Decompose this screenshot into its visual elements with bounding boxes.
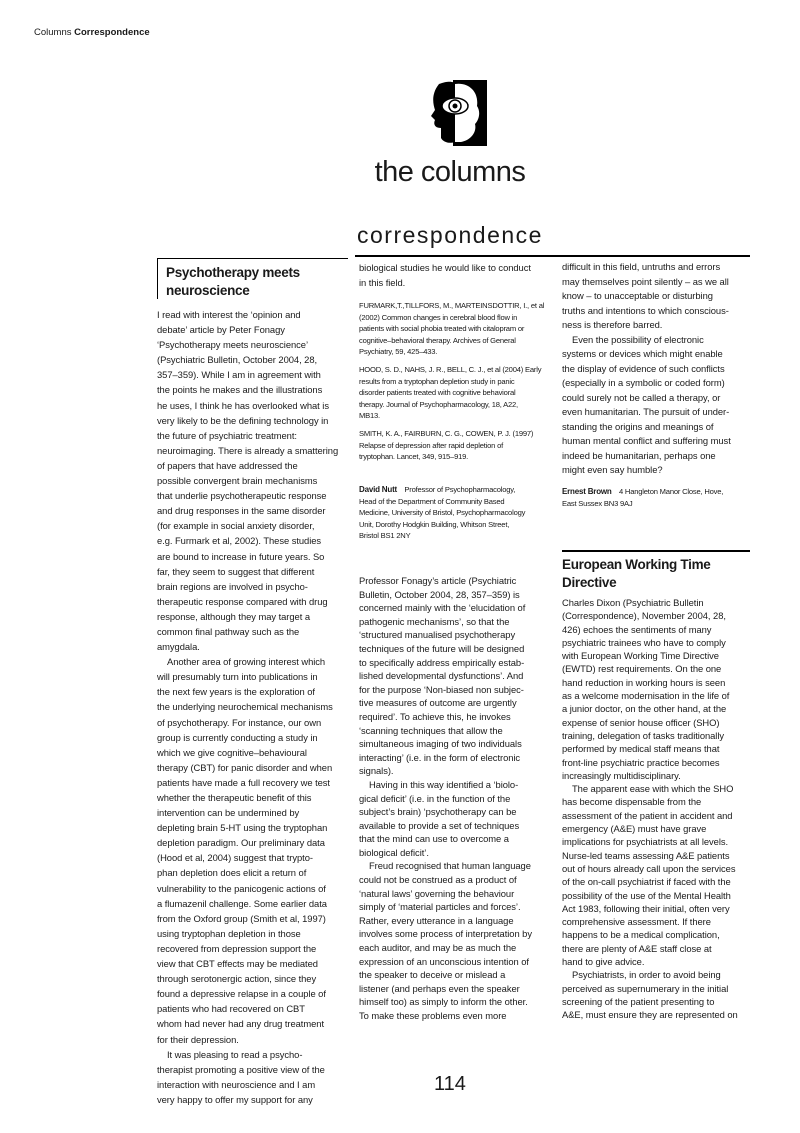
author-signature — [562, 486, 757, 509]
text-line: pathogenic mechanisms’, so that the — [359, 615, 510, 627]
masthead-title: the columns — [374, 156, 526, 188]
reference-item — [359, 428, 554, 463]
text-line: (Psychiatric Bulletin, October 2004, 28, — [157, 354, 318, 366]
text-line: a junior doctor, on the other hand, at the — [562, 703, 727, 715]
article-divider — [562, 550, 750, 552]
text-line: 4 Hangleton Manor Close, Hove, — [611, 487, 724, 496]
text-line: (Hood et al, 2004) suggest that trypto- — [157, 852, 313, 864]
text-line: biological studies he would like to conduct — [359, 262, 531, 273]
text-line: SMITH, K. A., FAIRBURN, C. G., COWEN, P. J. (1997) — [359, 428, 534, 438]
text-line: Professor Fonagy’s article (Psychiatric — [359, 575, 517, 586]
text-line: through serotonergic action, since they — [157, 973, 317, 985]
text-line: far, they seem to suggest that different — [157, 565, 315, 577]
text-line: the underlying neurochemical mechanisms — [157, 701, 333, 713]
text-line: Psychiatry, 59, 425–433. — [359, 347, 438, 357]
text-line: vulnerability to the panicogenic actions of — [157, 882, 326, 894]
text-line: which we give cognitive–behavioural — [157, 746, 307, 758]
text-line: Unit, Dorothy Hodgkin Building, Whitson Street, — [359, 519, 510, 529]
text-line: group is currently conducting a study in — [157, 731, 318, 743]
text-line: a flumazenil challenge. Some earlier data — [157, 897, 327, 909]
text-line: indeed be humanitarian, perhaps one — [562, 449, 716, 461]
text-line: difficult in this field, untruths and errors — [562, 261, 721, 272]
text-line: depleting brain 5-HT using the tryptophan — [157, 822, 328, 834]
header-rule — [355, 255, 750, 257]
text-line: standing the origins and meanings of — [562, 420, 714, 432]
running-head-topic: Correspondence — [74, 27, 150, 38]
text-line: It was pleasing to read a psycho- — [167, 1048, 303, 1060]
text-line: whom had never had any drug treatment — [157, 1018, 325, 1030]
text-line: out of hours already call upon the services — [562, 862, 736, 874]
text-line: subject’s brain) ‘psychotherapy can be — [359, 806, 517, 818]
text-line: lished developmental dysfunctions’. And — [359, 670, 524, 682]
reference-item — [359, 364, 554, 422]
text-line: (for example in social anxiety disorder, — [157, 520, 315, 532]
text-line: therapeutic response compared with drug — [157, 595, 328, 607]
text-line: Bulletin, October 2004, 28, 357–359) is — [359, 588, 520, 600]
text-line: ‘natural laws’ governing the behaviour — [359, 887, 515, 899]
article-body — [359, 574, 554, 1023]
text-line: in this field. — [359, 277, 406, 289]
text-line: Head of the Department of Community Based — [359, 496, 505, 506]
text-line: might even say humble? — [562, 464, 663, 475]
text-line: and drug responses in the same disorder — [157, 505, 326, 517]
text-line: the speaker to deceive or mislead a — [359, 969, 506, 981]
text-line: training, delegation of tasks traditionally — [562, 729, 725, 741]
text-line: Relapse of depression after rapid depletion of — [359, 440, 504, 450]
text-line: the future of psychiatric treatment: — [157, 429, 297, 441]
text-line: view that CBT effects may be mediated — [157, 958, 318, 970]
text-line: (EWTD) rest requirements. On the one — [562, 663, 722, 675]
reference-list — [359, 300, 554, 469]
text-line: will presumably turn into publications in — [157, 671, 318, 683]
text-line: response, although they may target a — [157, 610, 310, 622]
text-line: has become dispensable from the — [562, 796, 702, 808]
text-line: that the mind can use to overcome a — [359, 833, 509, 845]
text-line: patients have made a full recovery we test — [157, 776, 330, 788]
author-affiliation — [359, 496, 554, 542]
text-line: using tryptophan depletion in those — [157, 927, 301, 939]
text-line: gical deficit’ (i.e. in the function of the — [359, 792, 511, 804]
text-line: ‘Psychotherapy meets neuroscience’ — [157, 339, 308, 351]
text-line: I read with interest the ‘opinion and — [157, 309, 301, 320]
text-line: tryptophan. Lancet, 349, 915–919. — [359, 452, 469, 462]
text-line: neuroimaging. There is already a smattering — [157, 444, 339, 456]
text-line: signals). — [359, 765, 394, 777]
text-line: amygdala. — [157, 641, 200, 653]
article-heading-psychotherapy: Psychotherapy meets neuroscience — [166, 265, 300, 298]
text-line: himself too) as simply to inform the other. — [359, 996, 528, 1008]
article-body — [359, 260, 554, 290]
text-line: for the purpose ‘Non-biased non subjec- — [359, 683, 524, 695]
text-line: whether the therapeutic benefit of this — [157, 792, 312, 803]
text-line: could surely not be called a therapy, or — [562, 391, 721, 403]
text-line: found a depressive relapse in a couple of — [157, 988, 326, 1000]
article-body — [157, 307, 352, 1107]
text-line: 357–359). While I am in agreement with — [157, 369, 321, 381]
text-line: Act 1983, following their initial, often very — [562, 902, 730, 914]
reference-item — [359, 300, 554, 358]
author-name: Ernest Brown — [562, 487, 612, 496]
text-line: of psychotherapy. For instance, our own — [157, 716, 322, 728]
text-line: intervention can be undermined by — [157, 807, 300, 819]
text-line: simply of ‘material particles and forces’. — [359, 901, 521, 913]
text-line: interacting’ (i.e. in the form of electronic — [359, 751, 521, 763]
text-line: available to provide a set of techniques — [359, 819, 520, 831]
text-line: patients who had recovered on CBT — [157, 1003, 305, 1015]
text-line: Another area of growing interest which — [167, 656, 326, 668]
text-line: front-line psychiatric practice becomes — [562, 756, 720, 768]
text-line: may themselves point silently – as we all — [562, 275, 729, 287]
text-line: Medicine, University of Bristol, Psychopharmacology — [359, 508, 526, 518]
text-line: debate’ article by Peter Fonagy — [157, 324, 285, 336]
text-line: therapist promoting a positive view of the — [157, 1063, 325, 1075]
text-line: biological deficit’. — [359, 846, 429, 858]
text-line: interaction with neuroscience and I am — [157, 1078, 316, 1090]
text-line: ‘scanning techniques that allow the — [359, 724, 503, 736]
text-line: simultaneous imaging of two individuals — [359, 738, 522, 750]
text-line: very happy to offer my support for any — [157, 1093, 313, 1105]
text-line: Having in this way identified a ‘biolo- — [369, 778, 519, 790]
text-line: Nurse-led teams assessing A&E patients — [562, 849, 730, 861]
text-line: To make these problems even more — [359, 1010, 507, 1021]
text-line: tive measures of outcome are urgently — [359, 697, 517, 709]
author-name: David Nutt — [359, 485, 398, 494]
text-line: from the Oxford group (Smith et al, 1997) — [157, 912, 326, 924]
text-line: hand to give advice. — [562, 956, 645, 968]
text-line: to specifically address empirically estab- — [359, 656, 525, 668]
text-line: therapy. Journal of Psychopharmacology, 18, A22, — [359, 399, 518, 409]
text-line: East Sussex BN3 9AJ — [562, 498, 633, 508]
text-line: (especially in a symbolic or coded form) — [562, 377, 725, 388]
text-line: could not be construed as a product of — [359, 874, 517, 886]
article-heading-ewtd: European Working Time Directive — [562, 557, 711, 590]
author-affiliation — [562, 498, 757, 510]
text-line: the display of evidence of such conflicts — [562, 362, 725, 374]
text-line: the points he makes and the illustrations — [157, 384, 323, 396]
text-line: possibility of the use of the Mental Health — [562, 889, 731, 901]
text-line: screening of the patient presenting to — [562, 995, 715, 1007]
text-line: truths and intentions to which conscious- — [562, 304, 729, 316]
text-line: very likely to be the defining technology in — [157, 414, 329, 426]
text-line: as a welcome modernisation in the life of — [562, 690, 730, 702]
text-line: (Correspondence), November 2004, 28, — [562, 610, 726, 622]
article-body — [562, 260, 757, 478]
text-line: expense of senior house officer (SHO) — [562, 716, 720, 728]
text-line: comprehensive assessment. If there — [562, 916, 711, 928]
text-line: Bristol BS1 2NY — [359, 531, 411, 541]
text-line: perceived as supernumerary in the initial — [562, 982, 729, 994]
text-line: of the on-call psychiatrist if faced with the — [562, 876, 731, 888]
text-line: ‘structured manualised psychotherapy — [359, 629, 516, 641]
text-line: techniques of the future will be designed — [359, 642, 525, 654]
text-line: A&E, must ensure they are represented on — [562, 1009, 738, 1021]
text-line: involves some process of interpretation by — [359, 928, 532, 940]
text-line: hand reduction in working hours is seen — [562, 676, 726, 688]
text-line: each auditor, and may be as much the — [359, 942, 517, 954]
text-line: Charles Dixon (Psychiatric Bulletin — [562, 597, 704, 608]
columns-logo-icon — [425, 80, 487, 146]
text-line: required’. To achieve this, he invokes — [359, 710, 511, 722]
text-line: ness is therefore barred. — [562, 319, 663, 330]
text-line: brain regions are involved in psycho- — [157, 580, 308, 592]
text-line: (2002) Common changes in cerebral blood flow in — [359, 312, 518, 322]
text-line: with European Working Time Directive — [562, 650, 719, 662]
text-line: results from a tryptophan depletion study in panic — [359, 376, 515, 386]
text-line: Freud recognised that human language — [369, 860, 531, 872]
text-line: assessment of the patient in accident and — [562, 809, 733, 821]
text-line: the next few years is the exploration of — [157, 686, 315, 698]
article-body — [562, 596, 757, 1022]
text-line: performed by medical staff means that — [562, 743, 720, 755]
text-line: The apparent ease with which the SHO — [572, 783, 734, 795]
text-line: listener (and perhaps even the speaker — [359, 982, 520, 994]
text-line: emergency (A&E) must have grave — [562, 823, 707, 835]
text-line: implications for psychiatrists at all levels. — [562, 836, 729, 848]
text-line: MB13. — [359, 411, 380, 421]
text-line: common final pathway such as the — [157, 625, 300, 637]
text-line: systems or devices which might enable — [562, 348, 723, 359]
text-line: e.g. Furmark et al, 2002). These studies — [157, 535, 322, 547]
text-line: human mental conflict and suffering must — [562, 435, 731, 446]
text-line: concerned mainly with the ‘elucidation of — [359, 602, 526, 614]
text-line: of papers that have addressed the — [157, 459, 298, 471]
text-line: Psychiatrists, in order to avoid being — [572, 969, 721, 981]
running-head — [34, 27, 150, 38]
section-title: correspondence — [357, 222, 543, 248]
author-signature — [359, 484, 554, 542]
running-head-section: Columns — [34, 27, 72, 38]
text-line: happens to be a medical complication, — [562, 929, 720, 941]
text-line: Professor of Psychopharmacology, — [397, 485, 516, 494]
text-line: there are plenty of A&E staff close at — [562, 942, 712, 954]
text-line: expression of an unconscious intention of — [359, 955, 529, 967]
text-line: recovered from depression support the — [157, 942, 317, 954]
text-line: increasingly multidisciplinary. — [562, 769, 681, 781]
text-line: know – to unacceptable or disturbing — [562, 290, 713, 301]
text-line: patients with social phobia treated with citalopram or — [359, 324, 525, 334]
text-line: phan depletion does elicit a return of — [157, 867, 307, 879]
text-line: possible convergent brain mechanisms — [157, 475, 318, 487]
text-line: even humanitarian. The pursuit of under- — [562, 406, 730, 417]
text-line: psychiatric trainees who have to comply — [562, 636, 726, 648]
text-line: HOOD, S. D., NAHS, J. R., BELL, C. J., et al (2004) Early — [359, 364, 542, 374]
text-line: cognitive–behavioral therapy. Archives of General — [359, 335, 516, 345]
text-line: Even the possibility of electronic — [572, 333, 704, 345]
text-line: therapy (CBT) for panic disorder and when — [157, 761, 333, 773]
text-line: depletion paradigm. Our preliminary data — [157, 837, 325, 849]
text-line: that underlie psychotherapeutic response — [157, 490, 327, 502]
text-line: for their depression. — [157, 1033, 239, 1045]
text-line: FURMARK,T.,TILLFORS, M., MARTEINSDOTTIR, I., et al — [359, 301, 545, 310]
text-line: Rather, every utterance in a language — [359, 914, 514, 926]
page-number: 114 — [434, 1073, 466, 1095]
text-line: are bound to increase in future years. So — [157, 550, 325, 562]
text-line: 426) echoes the sentiments of many — [562, 623, 712, 635]
text-line: he uses, I think he has overlooked what is — [157, 399, 329, 411]
text-line: disorder patients treated with cognitive behavioral — [359, 388, 516, 398]
